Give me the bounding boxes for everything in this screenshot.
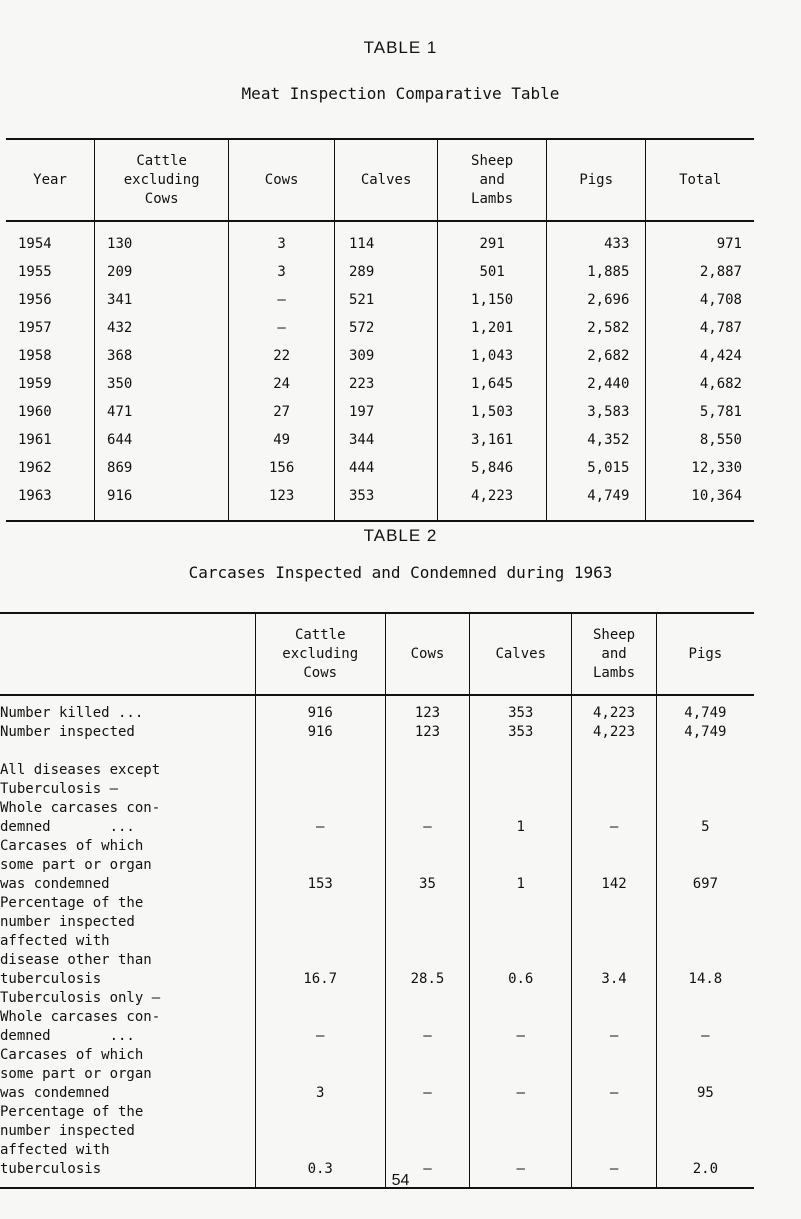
- cell-calves: 344: [334, 426, 437, 454]
- row-label-line: affected with: [0, 933, 110, 949]
- cell-year: 1962: [6, 454, 95, 482]
- row-label-line: tuberculosis: [0, 971, 102, 987]
- table-row: [6, 482, 754, 521]
- row-label-line: number inspected: [0, 1123, 135, 1139]
- table-row: [6, 426, 754, 454]
- cell-total: 8,550: [699, 432, 742, 448]
- cell-cattle: 916: [255, 695, 385, 723]
- header-pigs: Pigs: [656, 613, 754, 695]
- row-label: [0, 723, 255, 742]
- header-label-blank: [0, 613, 255, 695]
- table-row: [0, 723, 754, 742]
- table-row: [6, 258, 754, 286]
- cell-calves: 114: [334, 221, 437, 258]
- cell-calves: 353: [334, 482, 437, 521]
- spacer-cell: [656, 742, 754, 761]
- cell-sheep: 501: [438, 258, 547, 286]
- cell-cows: –: [385, 1103, 469, 1188]
- cell-pigs: 2.0: [692, 1161, 719, 1177]
- row-label-line: some part or organ: [0, 857, 152, 873]
- row-label: [0, 989, 255, 1046]
- cell-sheep: –: [572, 1103, 656, 1188]
- row-label-line: disease other than: [0, 952, 152, 968]
- row-label-line: Carcases of which: [0, 838, 144, 854]
- cell-calves: 309: [334, 342, 437, 370]
- cell-pigs: 2,696: [546, 286, 645, 314]
- cell-cattle: 130: [95, 221, 229, 258]
- row-label-line: Whole carcases con-: [0, 800, 161, 816]
- row-label-line: was condemned: [0, 876, 110, 892]
- cell-total: 4,424: [699, 348, 742, 364]
- row-label-line: Number inspected: [0, 724, 135, 740]
- cell-cattle: 0.3: [255, 1103, 385, 1188]
- table-row: [6, 454, 754, 482]
- cell-pigs: 2,440: [546, 370, 645, 398]
- cell-pigs: 5,015: [546, 454, 645, 482]
- cell-calves: –: [470, 989, 572, 1046]
- cell-calves: 0.6: [470, 894, 572, 989]
- header-cows: Cows: [385, 613, 469, 695]
- cell-total: 2,887: [699, 264, 742, 280]
- table-row: [6, 314, 754, 342]
- cell-pigs: 5: [701, 819, 710, 835]
- cell-total: 4,787: [699, 320, 742, 336]
- cell-year: 1956: [6, 286, 95, 314]
- table-row: [6, 221, 754, 258]
- spacer-cell: [0, 742, 255, 761]
- cell-cows: 3: [229, 221, 335, 258]
- cell-cows: 24: [229, 370, 335, 398]
- row-label-line: demned ...: [0, 819, 135, 835]
- cell-cows: –: [229, 314, 335, 342]
- table-row: [0, 695, 754, 723]
- row-label: [0, 894, 255, 989]
- table-row: [6, 370, 754, 398]
- cell-year: 1958: [6, 342, 95, 370]
- row-label-line: some part or organ: [0, 1066, 152, 1082]
- table-row: [0, 1046, 754, 1103]
- cell-calves: –: [470, 1103, 572, 1188]
- header-cows: Cows: [229, 139, 335, 221]
- cell-year: 1961: [6, 426, 95, 454]
- header-cattle: Cattle excluding Cows: [95, 139, 229, 221]
- cell-sheep: 5,846: [438, 454, 547, 482]
- cell-cattle: 644: [95, 426, 229, 454]
- cell-calves: 1: [470, 837, 572, 894]
- cell-total: 5,781: [699, 404, 742, 420]
- spacer-cell: [572, 742, 656, 761]
- cell-total: 10,364: [691, 488, 742, 504]
- cell-cows: –: [385, 1046, 469, 1103]
- cell-cattle: 471: [95, 398, 229, 426]
- cell-cattle: 341: [95, 286, 229, 314]
- cell-cattle: 916: [95, 482, 229, 521]
- cell-cattle: 16.7: [255, 894, 385, 989]
- header-year: Year: [6, 139, 95, 221]
- row-label: [0, 761, 255, 837]
- cell-cows: 22: [229, 342, 335, 370]
- cell-pigs: 2,582: [546, 314, 645, 342]
- cell-cattle: 153: [255, 837, 385, 894]
- row-label-line: demned ...: [0, 1028, 135, 1044]
- header-total: Total: [646, 139, 754, 221]
- cell-sheep: 4,223: [572, 723, 656, 742]
- row-label-line: tuberculosis: [0, 1161, 102, 1177]
- table1-title: TABLE 1: [363, 38, 438, 57]
- cell-cows: 3: [229, 258, 335, 286]
- cell-cows: –: [385, 761, 469, 837]
- header-pigs: Pigs: [546, 139, 645, 221]
- table-row: [6, 398, 754, 426]
- row-label-line: Percentage of the: [0, 1104, 144, 1120]
- cell-sheep: 3.4: [572, 894, 656, 989]
- cell-sheep: 4,223: [572, 695, 656, 723]
- cell-pigs: 1,885: [546, 258, 645, 286]
- cell-sheep: 1,503: [438, 398, 547, 426]
- spacer-cell: [385, 742, 469, 761]
- cell-pigs: 2,682: [546, 342, 645, 370]
- cell-sheep: 1,150: [438, 286, 547, 314]
- row-label-line: All diseases except: [0, 762, 161, 778]
- cell-sheep: 291: [438, 221, 547, 258]
- cell-cows: 123: [385, 723, 469, 742]
- cell-cows: 49: [229, 426, 335, 454]
- cell-pigs: 95: [696, 1085, 714, 1101]
- row-label: [0, 695, 255, 723]
- cell-cows: –: [385, 989, 469, 1046]
- cell-sheep: –: [572, 989, 656, 1046]
- table-row: [6, 286, 754, 314]
- table2-body: [0, 695, 754, 1188]
- cell-cows: 35: [385, 837, 469, 894]
- cell-calves: 289: [334, 258, 437, 286]
- cell-total: 4,708: [699, 292, 742, 308]
- row-label-line: Number killed ...: [0, 705, 144, 721]
- cell-cattle: 368: [95, 342, 229, 370]
- cell-calves: –: [470, 1046, 572, 1103]
- meat-inspection-comparative-table: [6, 138, 754, 522]
- table2-title: TABLE 2: [363, 526, 438, 545]
- cell-calves: 197: [334, 398, 437, 426]
- cell-cows: –: [229, 286, 335, 314]
- cell-year: 1959: [6, 370, 95, 398]
- cell-sheep: 1,645: [438, 370, 547, 398]
- row-label-line: affected with: [0, 1142, 110, 1158]
- row-label-line: Carcases of which: [0, 1047, 144, 1063]
- carcases-inspected-table: [0, 612, 754, 1189]
- cell-pigs: 433: [546, 221, 645, 258]
- row-label-line: Tuberculosis –: [0, 781, 119, 797]
- cell-pigs: 4,749: [546, 482, 645, 521]
- cell-calves: 521: [334, 286, 437, 314]
- table-row: [0, 894, 754, 989]
- row-label-line: number inspected: [0, 914, 135, 930]
- table2-header-row: [0, 613, 754, 695]
- cell-year: 1963: [6, 482, 95, 521]
- table2-caption: Carcases Inspected and Condemned during 1963: [188, 563, 613, 582]
- cell-year: 1960: [6, 398, 95, 426]
- row-label-line: was condemned: [0, 1085, 110, 1101]
- cell-sheep: –: [572, 761, 656, 837]
- header-cattle: Cattle excluding Cows: [255, 613, 385, 695]
- cell-pigs: 4,749: [684, 705, 727, 721]
- cell-calves: 572: [334, 314, 437, 342]
- cell-cattle: 432: [95, 314, 229, 342]
- cell-year: 1954: [6, 221, 95, 258]
- cell-year: 1955: [6, 258, 95, 286]
- cell-calves: 353: [470, 695, 572, 723]
- cell-calves: 444: [334, 454, 437, 482]
- row-label-line: Whole carcases con-: [0, 1009, 161, 1025]
- table-row: [0, 837, 754, 894]
- cell-total: 4,682: [699, 376, 742, 392]
- cell-sheep: 1,043: [438, 342, 547, 370]
- cell-calves: 223: [334, 370, 437, 398]
- cell-sheep: 4,223: [438, 482, 547, 521]
- cell-sheep: –: [572, 1046, 656, 1103]
- cell-cattle: 3: [255, 1046, 385, 1103]
- cell-cows: 27: [229, 398, 335, 426]
- cell-cattle: 916: [255, 723, 385, 742]
- cell-cows: 123: [385, 695, 469, 723]
- table1-header-row: [6, 139, 754, 221]
- cell-pigs: 697: [692, 876, 719, 892]
- spacer-row: [0, 742, 754, 761]
- cell-calves: 1: [470, 761, 572, 837]
- cell-sheep: 1,201: [438, 314, 547, 342]
- cell-sheep: 3,161: [438, 426, 547, 454]
- row-label-line: Tuberculosis only –: [0, 990, 161, 1006]
- header-sheep: Sheep and Lambs: [438, 139, 547, 221]
- table-row: [0, 761, 754, 837]
- cell-cattle: 209: [95, 258, 229, 286]
- cell-cows: 28.5: [385, 894, 469, 989]
- table-row: [6, 342, 754, 370]
- cell-calves: 353: [470, 723, 572, 742]
- cell-total: 971: [716, 236, 742, 252]
- cell-year: 1957: [6, 314, 95, 342]
- row-label: [0, 837, 255, 894]
- cell-cows: 156: [229, 454, 335, 482]
- table-row: [0, 989, 754, 1046]
- header-sheep: Sheep and Lambs: [572, 613, 656, 695]
- cell-pigs: 3,583: [546, 398, 645, 426]
- header-calves: Calves: [334, 139, 437, 221]
- row-label: [0, 1046, 255, 1103]
- cell-cattle: 869: [95, 454, 229, 482]
- cell-cattle: 350: [95, 370, 229, 398]
- spacer-cell: [470, 742, 572, 761]
- spacer-cell: [255, 742, 385, 761]
- cell-pigs: –: [701, 1028, 710, 1044]
- table1-body: [6, 221, 754, 521]
- cell-pigs: 4,749: [684, 724, 727, 740]
- table1-caption: Meat Inspection Comparative Table: [241, 84, 560, 103]
- cell-cattle: –: [255, 989, 385, 1046]
- cell-pigs: 14.8: [688, 971, 723, 987]
- cell-sheep: 142: [572, 837, 656, 894]
- page-number: 54: [391, 1172, 410, 1189]
- cell-cows: 123: [229, 482, 335, 521]
- cell-cattle: –: [255, 761, 385, 837]
- row-label-line: Percentage of the: [0, 895, 144, 911]
- header-calves: Calves: [470, 613, 572, 695]
- cell-pigs: 4,352: [546, 426, 645, 454]
- cell-total: 12,330: [691, 460, 742, 476]
